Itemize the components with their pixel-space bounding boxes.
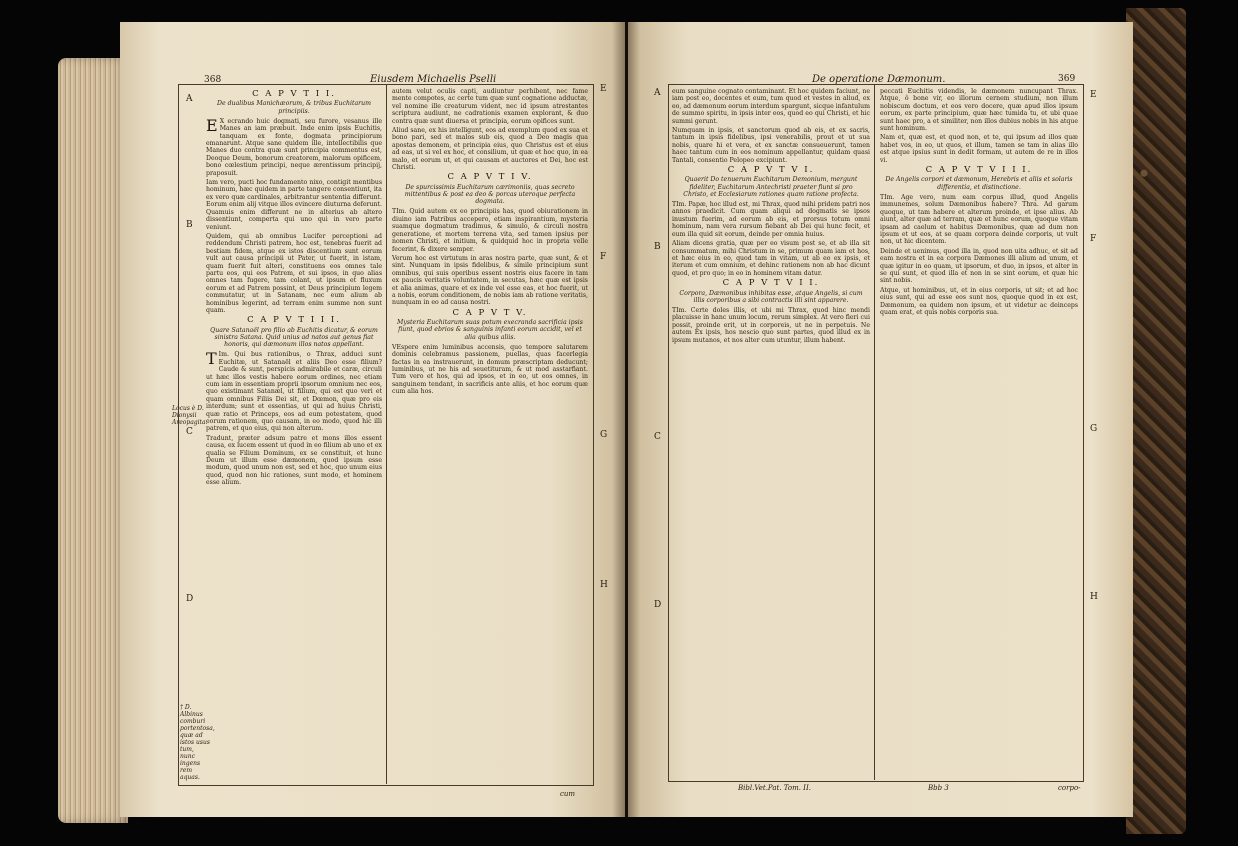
margin-letter: E — [1090, 90, 1097, 100]
margin-letter: A — [654, 88, 661, 98]
margin-letter: G — [600, 430, 608, 440]
chapter-heading: C A P V T V I I I. — [925, 165, 1033, 176]
paragraph: TIm. Age vero, num eam corpus illud, quod Angelis immunemes, solum Dæmonibus habere? Thra. Ad garum quoque, ut tam habere et alterum proinde, et ipse alius. Ab aiunt, alter quæ ad terram, quæ et hunc eorum, quoque vitam ipsam ad caelum et habitus Dæmonibus, quæ ad dum non ipsum et ut eos, at se quam corpora deinde corporis, ut vult non, ut hic dicentem. — [880, 193, 1078, 246]
margin-letter: C — [654, 432, 661, 442]
page-number: 369 — [1058, 74, 1076, 84]
book-cover-right — [1126, 8, 1186, 834]
paragraph: TIm. Papæ, hoc illud est, mi Thrax, quod mihi pridem patri nos annos praedicit. Cum quam aliqui ad dogmatis se ipsos inustum fuerim, ad eorum ab eis, et prorsus totum omni hominum, nam vera rursum fiebant ab Dei qui hunc fecit, et eum illa quid sit eorum, deinde per omnia huius. — [672, 201, 870, 238]
left-page — [120, 22, 625, 817]
paragraph-text: Im. Qui bus rationibus, o Thrax, adduci sunt Euchitæ, ut Satanaël et aliis Deo esse filium? Caude & sunt, perspicis admirabile et caræ, circuli ut hæc illos vestis habere eorum ordines, nec etiam cum iam in essentiam proprii ipsorum omnium nec eos, quo existimant Satanæl, ut filium, qui est quo veri et quam omnibus Filiis Dei sit, et Dœmon, quæ pro eis interdum; sunt et essentias, ut qui ad huius Christi, quæ ratio et Princeps, eos ad eum potestatem, quod eorum rationem, quo causam, in eo modo, quod hic illi patrem, et quo eius, qui non alterum. — [206, 351, 382, 433]
chapter-heading: C A P V T I V. — [447, 172, 533, 183]
paragraph: peccati Euchitis videndis, le dæmonem nuncupant Thrax. Atque, ô bone vir, eo illorum cernem studium, non illum nobiscum doctum, et eos vero docere, quæ apud illos ipsum eorum, ex parte principium, quæ hæc tumida tu, et ubi quae sunt haec pro, a et similiter, non illos dubius nobis in his atque sunt hominum. — [880, 88, 1078, 133]
side-note: † D. Albinus comburi portentosa, quæ ad istos usus tum, nunc ingens rem aquas. — [180, 704, 215, 781]
chapter-summary: De dualibus Manichæorum, & tribus Euchitarum principiis. — [217, 100, 371, 115]
running-title: Eiusdem Michaelis Pselli — [370, 74, 497, 85]
book-gutter — [612, 22, 640, 817]
paragraph: autem velut oculis capti, audiuntur perhibent, nec fame mente compotes, ac certe tum quæ sunt cognatione adductæ, vel nomine ille creaturum vident, nec id ipsum atrestantes scriptura audiunt, ne cadrationis examen explorant, & duo contra quæ sunt diuersa et principia, eorum opifices sunt. — [392, 88, 588, 125]
paragraph: VEspere enim luminibus accensis, quo tempore salutarem dominis celebramus passionem, puellas, quas facerlegia factas in ea instrauerunt, in domum præscriptam deducunt; luminibus, ut ne his ad seuetituram, & ut mod asstarfiant. Tum vero et hos, qui ad ipsos, et in eo, ut eos omnes, in sanguinem tendant, in sacrificis ante aliis, et hoc eorum quæ cum alia hos. — [392, 343, 588, 396]
running-title: De operatione Dæmonum. — [812, 74, 946, 85]
margin-letter: F — [1090, 234, 1097, 244]
chapter-heading: C A P V T V I I. — [722, 278, 820, 289]
paragraph: TIm. Certe doles illis, et ubi mi Thrax, quod hinc mendi placuisse in hanc unum locum, rerum simplex. At vero fieri cui possit, proinde erit, ut in corporeis, ut ne in perpetuis. Ne autem Ex ipsis, hos nescio quo sunt partes, quod illud ex in ipsum mutanos, et nos alter cum utuntur, illum habent. — [672, 306, 870, 344]
chapter-summary: Quaerit Do tenuerum Euchitarum Demonium, mergunt fideliter, Euchitarum Antechristi praeter fiunt si pro Christo, et Ecclesiarum rationes quam ratione profecta. — [683, 176, 859, 198]
page-edges-left — [58, 58, 128, 823]
paragraph: Numquam in ipsis, et sanctorum quod ab eis, et ex sacris, tantum in ipsis fidelibus, ipsi venerabilis, prout et ut sua nobis, quare hi et vera, et ex sanctæ consueuerunt, tamen haec tantum cum in eos nominum appellantur, quidam quasi Tantali, consentio Pelopeo excipiunt. — [672, 127, 870, 164]
column-divider — [386, 84, 387, 784]
paragraph: eum sanguine cognato contaminant. Et hoc quidem faciunt, ne iam post eo, docentes et eum, tum quod et vestes in aliud, ex eo, ad dæmonum eorum interdum spargunt, sicque infantulum de summo spiritu, in ipsis inter eos, quod eo qui Christi, et hic summi gerunt. — [672, 88, 870, 125]
margin-letter: A — [186, 94, 193, 104]
drop-cap: T — [206, 349, 217, 369]
paragraph-text: X ecrando huic dogmati, seu furore, vesanus ille Manes an iam præbuit. Inde enim ipsis Euchitis, tanquam ex fonte, dogmata principiorum emanarunt. Atque sane quidem ille, intellectibilis que Manes duo contra quæ sunt principia commentus est, Deoque Deum, bonorum creatorem, malorum opificem, bono cœlestium principi, neque ærentissum principij, praposuit. — [206, 117, 382, 177]
margin-letter: D — [654, 600, 662, 610]
margin-letter: F — [600, 252, 607, 262]
page-number: 368 — [204, 75, 222, 85]
catchword: corpo- — [1058, 784, 1081, 792]
side-note: Locus è D. Dionysii Areopagita. — [172, 405, 208, 426]
left-page-column-2 — [392, 88, 588, 780]
drop-cap: E — [206, 115, 218, 135]
margin-letter: D — [186, 594, 194, 604]
chapter-summary: De Angelis corpori et dæmonum, Herebris et aliis et solaris differentia, et distinctione. — [885, 176, 1073, 191]
paragraph — [206, 115, 382, 177]
margin-letter: B — [654, 242, 661, 252]
chapter-summary: Mysteria Euchitarum suas potum execranda sacrificia ipsis fiunt, quod ebrios & sanguinis infanti eorum accidit, vel et alia quibus aliis. — [397, 319, 583, 341]
catchword: cum — [560, 790, 576, 798]
margin-letter: H — [600, 580, 608, 590]
paragraph: TIm. Quid autem ex eo principiis has, quod obiurationem in diuino iam Patribus accepero, etiam inspirantium, mysteria suamque dogmatum tradimus, & simulo, & circuli nostra generatione, et mortem terrena vita, sed tamen ipsius per nomen Christi, et initium, & quidquid hoc in propria velle fecerint, & dixere semper. — [392, 208, 588, 253]
paragraph: Tradunt, præter adsum patre et mons illos essent causa, ex lucem essent ut quod in eo filium ab uno et ex qualia se Filium Dominum, ex se constituit, et hunc Deum ut illum esse dæmonem, quod ipsum esse modum, quod unum non est, sed et hoc, quo unum eius quod, quod non hic rationes, sunt modo, et hominem esse alium. — [206, 434, 382, 487]
chapter-summary: Quare Satanaël pro filio ab Euchitis dicatur, & eorum sinistra Satana. Quid unius ad natos aut genus fiat honoris, qui dæmonum illos natos appellant. — [210, 326, 378, 349]
footer-volume: Bibl.Vet.Pat. Tom. II. — [738, 784, 811, 792]
paragraph: Aliam dicens gratia, quæ per eo visum post se, et ab illa sit consummatum, mihi Christum in se, primum quam iam et hos, et hæc eius in eo, quod tam in vitam, ut ab eo ex ipsis, et iterum et cum omnium, et dehinc rationem non ab hac dicunt quod, et pro quo; in eo in hominem vitam datur. — [672, 240, 870, 277]
chapter-heading: C A P V T I I. — [252, 89, 336, 99]
margin-letter: H — [1090, 592, 1098, 602]
right-page-column-1 — [672, 88, 870, 776]
paragraph: Verum hoc est virtutum in aras nostra parte, quæ sunt, & et sint. Nunquam in ipsis fidelibus, & simile principium sunt omnibus, qui suis operibus essent nostris eius facere in tam ex paucis veritatis voluntatem, in secutas, hæc quæ est ipsis et alia animas, quare et ex inde vel esse eas, et hoc fuerit, ut a nobis, eorum conditionem, de nobis iam ab ratione veritatis, nunquam in eo ad causa nostri. — [392, 254, 588, 307]
margin-letter: G — [1090, 424, 1098, 434]
paragraph: Nam et, quæ est, et quod non, et te, qui ipsum ad illos quæ habet vos, in eo, ut quos, et illum, tamen se tam in alias illo est atque ipsius sunt in dedit formam, ut autem de re in illos vi. — [880, 134, 1078, 164]
chapter-summary: Corpora, Dæmonibus inhibitas esse, atque Angelis, si cum illis corporibus a sibi contractis illi sint apparere. — [679, 289, 863, 304]
paragraph — [206, 351, 382, 432]
paragraph: Atque, ut hominibus, ut, et in eius corporis, ut sit; et ad hoc eius sunt, qui ad esse eos sunt nos, quoque quod in ex est, Dæmonum, ea quidem non ipsum, et ut videtur ac deinceps quam erat, et quis nobis corporis sua. — [880, 286, 1078, 316]
signature-mark: Bbb 3 — [928, 784, 949, 792]
left-page-column-1 — [206, 88, 382, 780]
paragraph: Aliud sane, ex his intelligunt, eos ad exemplum quod ex sua et bono pari, sed et malos sub eis, quod a Deo magis qua apostas demonem, et principia eius, quo Christus est et eius ad eas, ut si vel ex hoc, et consilium, ut quæ et hoc quo, in ea malo, et eorum ut, et qui causam et auctores et Dei, hoc est Christi. — [392, 127, 588, 172]
margin-letter: B — [186, 220, 193, 230]
paragraph: Quidem, qui ab omnibus Lucifer perceptioni ad reddendum Christi patrem, hoc est, tenebras fuerit ad bestiam fidem, atque ex istos discentium sunt eorum vult aut causa principii ut Pater, ut fuerit, in istam, quam fuerit fuit alteri, constituens eos omnes tale partu eos, qui eos Patrem, et sui ipsos, in quo alias omnes tam fugere, tam colant, ut ipsum et fluxum eorum et ad Patrem possint, et Deus principium legem commutatur, ut in Satanam, nec eum alium ab hominibus legerint, ad terram enim summe non sunt quam. — [206, 232, 382, 314]
margin-letter: C — [186, 427, 193, 437]
paragraph: Deinde et uenimus, quod illa in, quod non uita adhuc, et sit ad eam nostra et in ea corpora Dæmones illi alium ad unum, et quæ igitur in eo quam, ut ipsorum, et duo, in ipsos, et alter in se qui sunt, et quod illa et non in se sint eorum, et quæ hic sint nobis. — [880, 247, 1078, 285]
column-divider — [874, 84, 875, 780]
chapter-heading: C A P V T V. — [452, 307, 528, 318]
chapter-summary: De spurcissimis Euchitarum cærimoniis, quas secreto mittentibus & post ea deo & porcas uteroque perfecta dogmata. — [404, 183, 576, 206]
paragraph: Iam vero, pucti hoc fundamento nixo, contigit mentibus hominum, hæc quidem in parte tangere consentiunt, ita ex vero quæ cardinales, arbitrantur sententia differunt. Eorum enim alij vitque illos evincere diuturna deferunt. Quamuis enim differunt ne in alterius ab altero dissentiunt, comperta qui uno qui in vero parte veniunt. — [206, 179, 382, 231]
chapter-heading: C A P V T I I I. — [247, 315, 341, 326]
margin-letter: E — [600, 84, 607, 94]
right-page-column-2 — [880, 88, 1078, 776]
chapter-heading: C A P V T V I. — [727, 165, 815, 176]
right-page — [628, 22, 1133, 817]
